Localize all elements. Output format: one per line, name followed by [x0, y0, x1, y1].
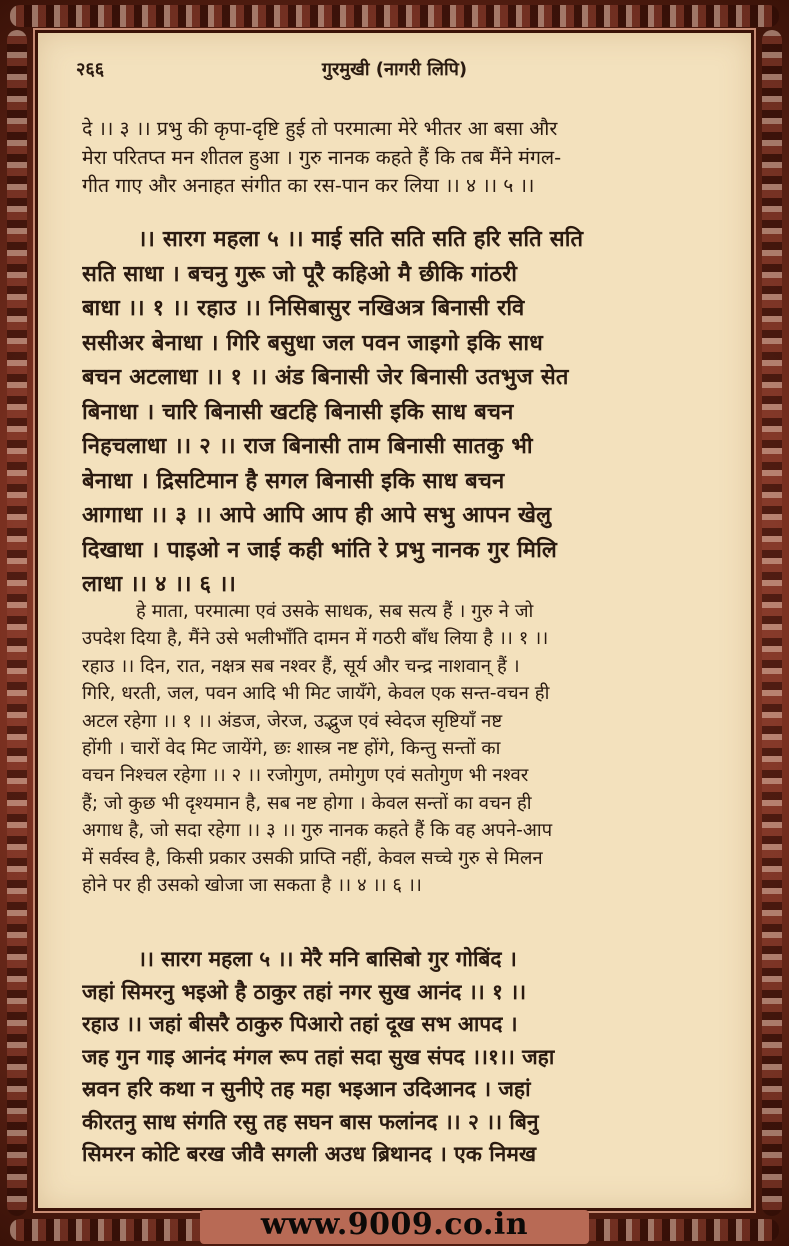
text-line: मेरा परितप्त मन शीतल हुआ । गुरु नानक कहते हैं कि तब मैंने मंगल-: [82, 145, 562, 169]
page-number: २६६: [76, 59, 105, 80]
hymn-line: जहां सिमरनु भइओ है ठाकुर तहां नगर सुख आनंद ।। १ ।।: [82, 979, 527, 1004]
frame-border-top: [10, 5, 779, 27]
text-line: होंगी । चारों वेद मिट जायेंगे, छः शास्त्र नष्ट होंगे, किन्तु सन्तों का: [82, 738, 501, 760]
text-line: गीत गाए और अनाहत संगीत का रस-पान कर लिया ।। ४ ।। ५ ।।: [82, 174, 535, 197]
commentary-1: [82, 598, 722, 899]
intro-commentary: [82, 115, 722, 201]
running-title: गुरमुखी (नागरी लिपि): [321, 59, 468, 80]
text-line: अगाध है, जो सदा रहेगा ।। ३ ।। गुरु नानक कहते हैं कि वह अपने-आप: [82, 820, 553, 842]
text-line: गिरि, धरती, जल, पवन आदि भी मिट जायँगे, केवल एक सन्त-वचन ही: [82, 683, 550, 705]
frame-border-left: [7, 30, 27, 1216]
text-line: हैं; जो कुछ भी दृश्यमान है, सब नष्ट होगा । केवल सन्तों का वचन ही: [82, 792, 532, 814]
hymn-line: बिनाधा । चारि बिनासी खटहि बिनासी इकि साध बचन: [82, 399, 514, 425]
hymn-line: ससीअर बेनाधा । गिरि बसुधा जल पवन जाइगो इकि साध: [82, 330, 544, 356]
frame-border-right: [762, 30, 782, 1216]
hymn-line: स्रवन हरि कथा न सुनीऐ तह महा भइआन उदिआनद । जहां: [82, 1077, 531, 1101]
hymn-line: आगाधा ।। ३ ।। आपे आपि आप ही आपे सभु आपन खेलु: [82, 503, 552, 528]
text-line: होने पर ही उसको खोजा जा सकता है ।। ४ ।। ६ ।।: [82, 875, 422, 897]
hymn-line: दिखाधा । पाइओ न जाई कही भांति रे प्रभु नानक गुर मिलि: [82, 537, 557, 563]
text-line: में सर्वस्व है, किसी प्रकार उसकी प्राप्ति नहीं, केवल सच्चे गुरु से मिलन: [82, 847, 543, 869]
book-page: [38, 33, 751, 1208]
hymn-line: रहाउ ।। जहां बीसरै ठाकुरु पिआरो तहां दूख सभ आपद ।: [82, 1012, 518, 1036]
hymn-line: जह गुन गाइ आनंद मंगल रूप तहां सदा सुख संपद ।।१।। जहा: [82, 1044, 555, 1069]
text-line: उपदेश दिया है, मैंने उसे भलीभाँति दामन में गठरी बाँध लिया है ।। १ ।।: [82, 628, 549, 650]
hymn-line: बाधा ।। १ ।। रहाउ ।। निसिबासुर नखिअत्र बिनासी रवि: [82, 296, 525, 321]
text-line: रहाउ ।। दिन, रात, नक्षत्र सब नश्वर हैं, सूर्य और चन्द्र नाशवान् हैं ।: [82, 655, 520, 677]
website-watermark: www.9009.co.in: [260, 1207, 529, 1242]
text-line: दे ।। ३ ।। प्रभु की कृपा-दृष्टि हुई तो परमात्मा मेरे भीतर आ बसा और: [82, 117, 558, 140]
hymn-line: सिमरन कोटि बरख जीवै सगली अउध ब्रिथानद । एक निमख: [82, 1142, 537, 1166]
hymn-line: सति साधा । बचनु गुरू जो पूरै कहिओ मै छीकि गांठरी: [82, 261, 518, 287]
hymn-line: ।। सारग महला ५ ।। माई सति सति सति हरि सति सति: [138, 227, 584, 252]
hymn-2: [82, 943, 722, 1171]
text-line: हे माता, परमात्मा एवं उसके साधक, सब सत्य हैं । गुरु ने जो: [136, 601, 534, 622]
hymn-line: बेनाधा । द्रिसटिमान है सगल बिनासी इकि साध बचन: [82, 468, 505, 494]
hymn-line: निहचलाधा ।। २ ।। राज बिनासी ताम बिनासी सातकु भी: [82, 434, 533, 459]
page-header: [38, 57, 751, 87]
text-line: वचन निश्चल रहेगा ।। २ ।। रजोगुण, तमोगुण एवं सतोगुण भी नश्वर: [82, 765, 529, 787]
hymn-line: बचन अटलाधा ।। १ ।। अंड बिनासी जेर बिनासी उतभुज सेत: [82, 365, 569, 390]
text-line: अटल रहेगा ।। १ ।। अंडज, जेरज, उद्भुज एवं स्वेदज सृष्टियाँ नष्ट: [82, 710, 503, 732]
hymn-line: कीरतनु साध संगति रसु तह सघन बास फलांनद ।। २ ।। बिनु: [82, 1109, 539, 1134]
hymn-line: लाधा ।। ४ ।। ६ ।।: [82, 572, 237, 597]
hymn-line: ।। सारग महला ५ ।। मेरै मनि बासिबो गुर गोबिंद ।: [138, 947, 517, 971]
hymn-1: [82, 223, 722, 603]
